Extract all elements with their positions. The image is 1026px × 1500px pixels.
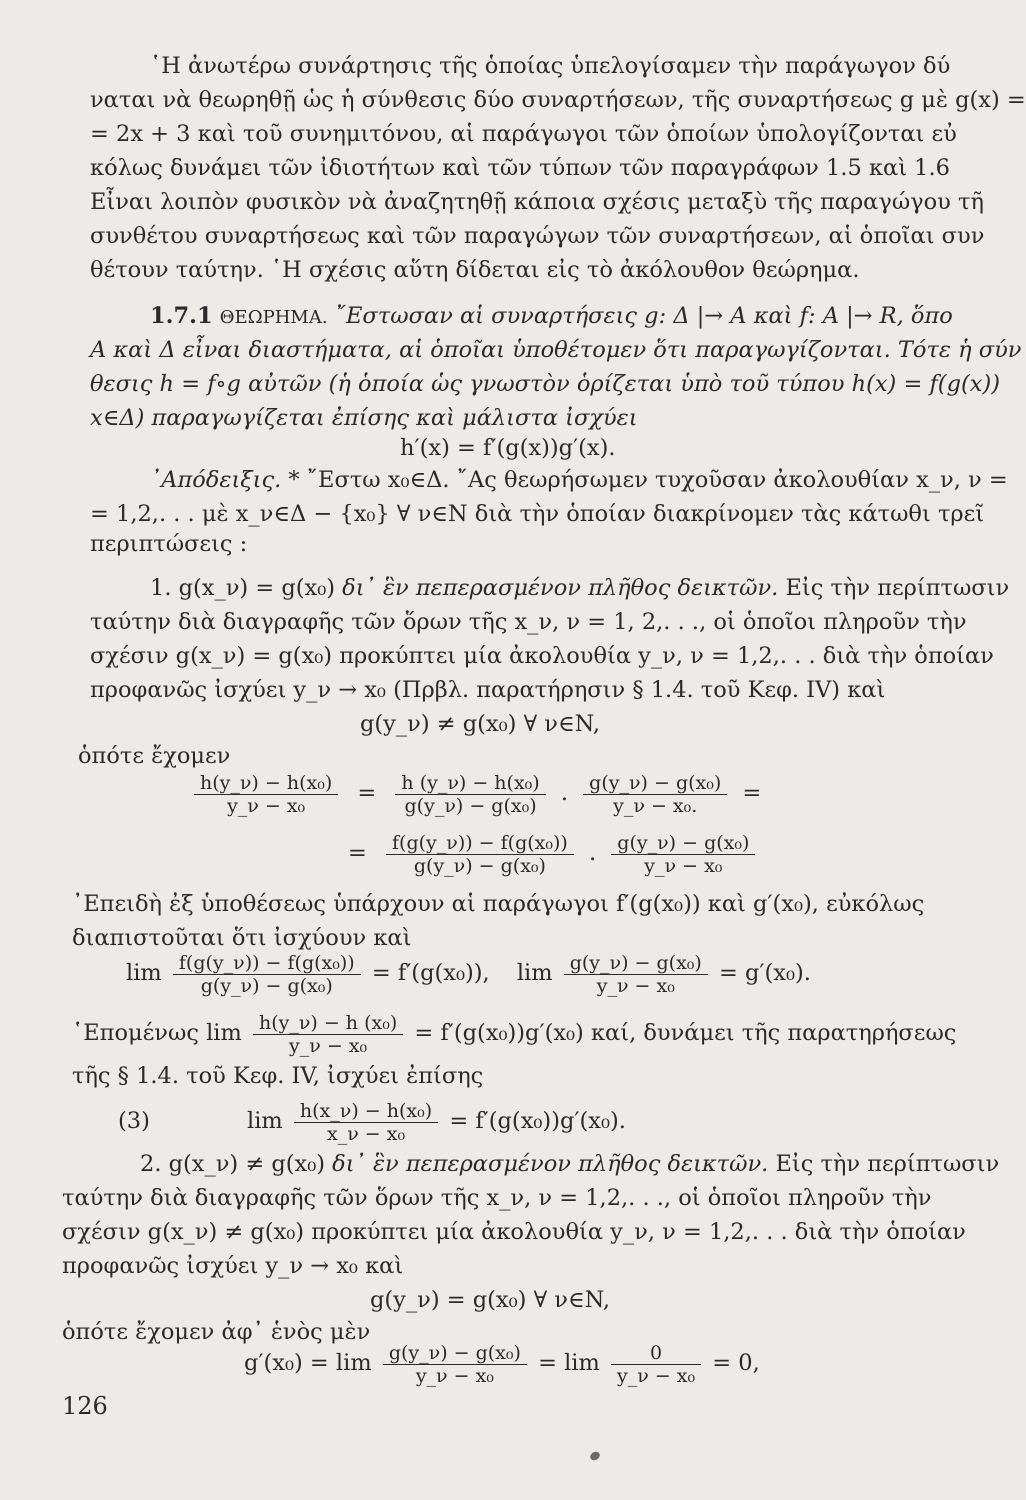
case-2-italic: δι᾿ ἓν πεπερασμένον πλῆθος δεικτῶν. xyxy=(325,1151,769,1177)
therefore-result: = f′(g(x₀))g′(x₀) καί, δυνάμει τῆς παρατηρήσεως xyxy=(414,1020,957,1046)
text-line: σχέσιν g(x_ν) = g(x₀) προκύπτει μία ἀκολουθία y_ν, ν = 1,2,. . . διὰ τὴν ὁποίαν xyxy=(90,643,994,669)
lim-label: = lim xyxy=(538,1350,600,1376)
text-line: = 2x + 3 καὶ τοῦ συνημιτόνου, αἱ παράγωγοι τῶν ὁποίων ὑπολογίζονται εὐ xyxy=(90,121,957,147)
limit-result: = f′(g(x₀)), xyxy=(371,960,490,986)
theorem-heading: ΘΕΩΡΗΜΑ. xyxy=(219,307,328,328)
text-line: κόλως δυνάμει τῶν ἰδιοτήτων καὶ τῶν τύπων τῶν παραγράφων 1.5 καὶ 1.6 xyxy=(90,155,950,181)
lim-label: lim xyxy=(516,960,553,986)
case-1-condition: 1. g(x_ν) = g(x₀) xyxy=(150,575,336,601)
text-line: ῾Η ἀνωτέρω συνάρτησις τῆς ὁποίας ὑπελογίσαμεν τὴν παράγωγον δύ xyxy=(150,53,951,79)
fraction: $\frac{\text{f(g(y\_ν)) − f(g(x₀))}}{\text{g(y\_ν) − g(x₀)}}$ xyxy=(386,832,574,877)
case-2-tail: Εἰς τὴν περίπτωσιν xyxy=(768,1151,1000,1177)
limits-row xyxy=(126,950,811,997)
theorem-line: x∈Δ) παραγωγίζεται ἐπίσης καὶ μάλιστα ἰσχύει xyxy=(90,405,638,431)
theorem-line: ῎Εστωσαν αἱ συναρτήσεις g: Δ |→ A καὶ f: A |→ R, ὅπο xyxy=(334,303,953,329)
equation-3 xyxy=(118,1098,626,1145)
proof-line: = 1,2,. . . μὲ x_ν∈Δ − {x₀} ∀ ν∈N διὰ τὴν ὁποίαν διακρίνομεν τὰς κάτωθι τρεῖ xyxy=(90,501,985,527)
text-line: ταύτην διὰ διαγραφῆς τῶν ὅρων τῆς x_ν, ν = 1,2,. . ., οἱ ὁποῖοι πληροῦν τὴν xyxy=(62,1185,932,1211)
text-line: σχέσιν g(x_ν) ≠ g(x₀) προκύπτει μία ἀκολουθία y_ν, ν = 1,2,. . . διὰ τὴν ὁποίαν xyxy=(62,1219,966,1245)
text-line: διαπιστοῦται ὅτι ἰσχύουν καὶ xyxy=(72,925,412,951)
text-line: ᾿Επειδὴ ἐξ ὑποθέσεως ὑπάρχουν αἱ παράγωγοι f′(g(x₀)) καὶ g′(x₀), εὐκόλως xyxy=(72,891,925,917)
fraction: $\frac{\text{g(y\_ν) − g(x₀)}}{\text{y\_ν − x₀}}$ xyxy=(383,1342,527,1387)
text-line: ταύτην διὰ διαγραφῆς τῶν ὅρων τῆς x_ν, ν = 1, 2,. . ., οἱ ὁποῖοι πληροῦν τὴν xyxy=(90,609,967,635)
fraction: $\frac{\text{h(y\_ν) − h (x₀)}}{\text{y\_ν − x₀}}$ xyxy=(253,1012,403,1057)
fraction: $\frac{\text{f(g(y\_ν)) − f(g(x₀))}}{\text{g(y\_ν) − g(x₀)}}$ xyxy=(173,952,361,997)
text-line: προφανῶς ἰσχύει y_ν → x₀ (Πρβλ. παρατήρησιν § 1.4. τοῦ Κεφ. IV) καὶ xyxy=(90,677,886,703)
therefore-row xyxy=(72,1010,956,1057)
case-1-italic: δι᾿ ἓν πεπερασμένον πλῆθος δεικτῶν. xyxy=(335,575,779,601)
proof-label: ᾿Απόδειξις. * xyxy=(150,467,300,493)
text-line: ναται νὰ θεωρηθῇ ὡς ἡ σύνθεσις δύο συναρτήσεων, τῆς συναρτήσεως g μὲ g(x) = xyxy=(90,87,1026,113)
fraction: $\frac{\text{g(y\_ν) − g(x₀)}}{\text{y\_ν − x₀.}}$ xyxy=(583,772,727,817)
fraction: $\frac{\text{g(y\_ν) − g(x₀)}}{\text{y\_ν − x₀}}$ xyxy=(564,952,708,997)
fraction: $\frac{\text{g(y\_ν) − g(x₀)}}{\text{y\_ν − x₀}}$ xyxy=(611,832,755,877)
case-2-condition: 2. g(x_ν) ≠ g(x₀) xyxy=(140,1151,326,1177)
theorem-formula: h′(x) = f′(g(x))g′(x). xyxy=(400,435,616,461)
equation-chain-line1: $\frac{\text{h(y\_ν) − h(x₀)}}{\text{y\_ν − x₀}}$ = $\frac{\text{h (y\_ν) − h(x₀)}}{\text{g(y\_ν) − g(x₀)}}$ . $\frac{\text{g(y\_ν) − g(x₀)}}{\text{y\_ν − x₀.}}$ = xyxy=(190,770,765,817)
text-line: ὁπότε ἔχομεν xyxy=(78,743,231,769)
case-2-derivative xyxy=(244,1340,760,1387)
fraction: $\frac{\text{h(y\_ν) − h(x₀)}}{\text{y\_ν − x₀}}$ xyxy=(194,772,338,817)
theorem-line: A καὶ Δ εἶναι διαστήματα, αἱ ὁποῖαι ὑποθέτομεν ὅτι παραγωγίζονται. Τότε ἡ σύν xyxy=(90,337,1022,363)
equation-chain-line2: = $\frac{\text{f(g(y\_ν)) − f(g(x₀))}}{\text{g(y\_ν) − g(x₀)}}$ . $\frac{\text{g(y\_ν) − g(x₀)}}{\text{y\_ν − x₀}}$ xyxy=(340,830,759,877)
case-1-heading xyxy=(150,574,1009,602)
lim-label: lim xyxy=(247,1108,283,1134)
case-2-heading xyxy=(140,1150,999,1178)
theorem-line: θεσις h = f∘g αὐτῶν (ἡ ὁποία ὡς γνωστὸν ὁρίζεται ὑπὸ τοῦ τύπου h(x) = f(g(x)) xyxy=(90,371,1001,397)
page-number: 126 xyxy=(62,1392,108,1420)
equation-label: (3) xyxy=(118,1108,150,1134)
theorem-number: 1.7.1 xyxy=(150,303,213,329)
case-1-tail: Εἰς τὴν περίπτωσιν xyxy=(778,575,1010,601)
derivative-lhs: g′(x₀) = lim xyxy=(244,1350,372,1376)
lim-label: lim xyxy=(126,960,162,986)
theorem-statement xyxy=(150,302,953,332)
text-line: ὁπότε ἔχομεν ἀφ᾿ ἑνὸς μὲν xyxy=(62,1319,371,1345)
fraction: $\frac{\text{h(x\_ν) − h(x₀)}}{\text{x\_ν − x₀}}$ xyxy=(294,1100,438,1145)
equation-result: = f′(g(x₀))g′(x₀). xyxy=(449,1108,626,1134)
text-line: Εἶναι λοιπὸν φυσικὸν νὰ ἀναζητηθῇ κάποια σχέσις μεταξὺ τῆς παραγώγου τῆ xyxy=(90,189,984,215)
proof-line: περιπτώσεις : xyxy=(90,531,248,557)
limit-result: = g′(x₀). xyxy=(718,960,811,986)
text-line: θέτουν ταύτην. ῾Η σχέσις αὕτη δίδεται εἰς τὸ ἀκόλουθον θεώρημα. xyxy=(90,257,860,283)
proof-line xyxy=(150,466,1008,494)
fraction: $\frac{0}{\text{y\_ν − x₀}}$ xyxy=(611,1342,701,1387)
ink-mark xyxy=(589,1450,602,1462)
proof-text: ῎Εστω x₀∈Δ. ῎Ας θεωρήσωμεν τυχοῦσαν ἀκολουθίαν x_ν, ν = xyxy=(299,467,1008,493)
text-line: τῆς § 1.4. τοῦ Κεφ. IV, ἰσχύει ἐπίσης xyxy=(72,1063,484,1089)
therefore-label: ῾Επομένως lim xyxy=(72,1020,242,1046)
text-line: προφανῶς ἰσχύει y_ν → x₀ καὶ xyxy=(62,1253,404,1279)
fraction: $\frac{\text{h (y\_ν) − h(x₀)}}{\text{g(y\_ν) − g(x₀)}}$ xyxy=(395,772,545,817)
text-line: συνθέτου συναρτήσεως καὶ τῶν παραγώγων τῶν συναρτήσεων, αἱ ὁποῖαι συν xyxy=(90,223,985,249)
derivative-result: = 0, xyxy=(712,1350,760,1376)
formula: g(y_ν) = g(x₀) ∀ ν∈N, xyxy=(370,1287,611,1313)
formula: g(y_ν) ≠ g(x₀) ∀ ν∈N, xyxy=(360,711,601,737)
